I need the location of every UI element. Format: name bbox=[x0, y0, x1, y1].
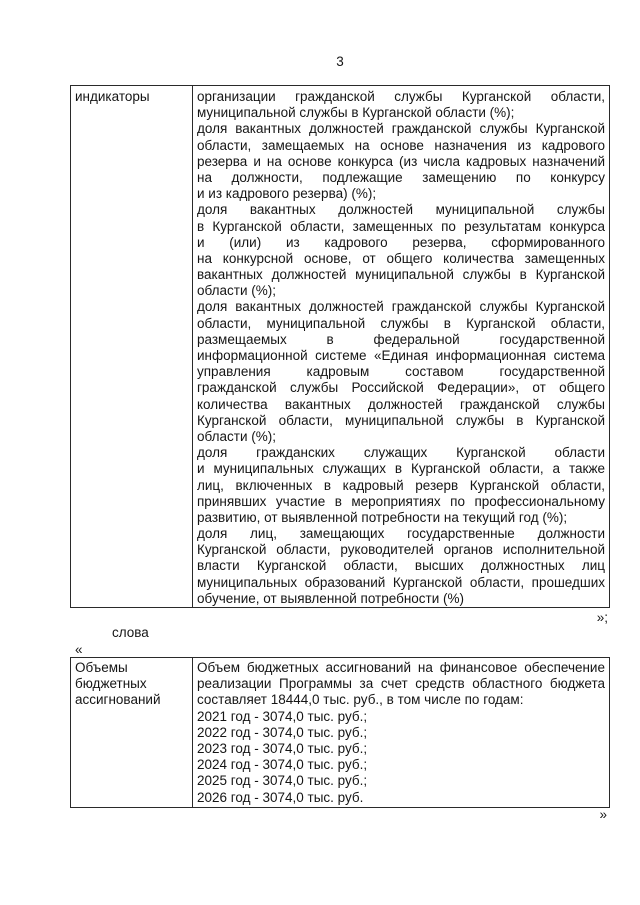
indicator-text-line: принявших участие в мероприятиях по профессиональному bbox=[197, 493, 605, 509]
budget-label-line: бюджетных bbox=[75, 676, 147, 692]
indicator-text-line: Курганской области, руководителей органов исполнительной bbox=[197, 542, 605, 558]
indicator-text-line: управления кадровым составом государственной bbox=[197, 364, 605, 380]
budget-year-line: 2023 год - 3074,0 тыс. руб.; bbox=[197, 740, 368, 756]
opening-quote: « bbox=[75, 642, 83, 657]
budget-year-line: 2026 год - 3074,0 тыс. руб. bbox=[197, 789, 364, 805]
indicator-text-line: размещаемых в федеральной государственной bbox=[197, 331, 605, 347]
budget-label-cell bbox=[71, 658, 193, 807]
closing-quote-semicolon: »; bbox=[596, 610, 608, 625]
budget-label-line: ассигнований bbox=[75, 692, 161, 708]
indicator-text-line: на должности, подлежащие замещению по конкурсу bbox=[197, 169, 605, 185]
indicator-text-line: и (или) из кадрового резерва, сформированного bbox=[197, 234, 605, 250]
indicator-text-line: доля лиц, замещающих государственные должности bbox=[197, 526, 605, 542]
indicator-text-line: информационной системе «Единая информационная система bbox=[197, 348, 605, 363]
indicator-text-line: Курганской области, муниципальной службы в Курганской bbox=[197, 412, 605, 428]
indicator-text-line: области, муниципальной службы в Курганской области, bbox=[197, 315, 605, 331]
word-slova: слова bbox=[112, 625, 149, 640]
budget-year-line: 2025 год - 3074,0 тыс. руб.; bbox=[197, 773, 368, 789]
indicator-text-line: области (%); bbox=[197, 283, 276, 299]
indicator-text-line: муниципальной службы в Курганской области (%); bbox=[197, 105, 515, 121]
indicator-text-line: муниципальных образований Курганской области, прошедших bbox=[197, 574, 605, 590]
budget-year-line: 2022 год - 3074,0 тыс. руб.; bbox=[197, 724, 368, 740]
budget-text-line: Объем бюджетных ассигнований на финансовое обеспечение bbox=[197, 660, 605, 675]
budget-text-cell bbox=[193, 658, 609, 807]
indicator-text-line: вакантных должностей муниципальной службы в Курганской bbox=[197, 267, 605, 283]
indicator-text-line: доля вакантных должностей муниципальной службы bbox=[197, 202, 605, 218]
indicator-text-line: доля вакантных должностей гражданской службы Курганской bbox=[197, 299, 605, 315]
indicator-text-line: и из кадрового резерва) (%); bbox=[197, 186, 377, 202]
indicator-text-line: власти Курганской области, высших должностных лиц bbox=[197, 558, 605, 574]
indicator-text-line: в Курганской области, замещенных по результатам конкурса bbox=[197, 218, 605, 234]
indicator-text-line: гражданской службы Российской Федерации», от общего bbox=[197, 380, 605, 396]
budget-text-line: реализации Программы за счет средств областного бюджета bbox=[197, 676, 605, 692]
indicator-text-line: доля вакантных должностей гражданской службы Курганской bbox=[197, 121, 605, 137]
indicator-text-line: резерва и на основе конкурса (из числа кадровых назначений bbox=[197, 153, 605, 169]
indicator-text-line: области, замещаемых на основе назначения из кадрового bbox=[197, 137, 605, 153]
indicator-text-line: организации гражданской службы Курганской области, bbox=[197, 89, 605, 104]
indicator-text-line: доля гражданских служащих Курганской области bbox=[197, 445, 605, 461]
budget-year-line: 2024 год - 3074,0 тыс. руб.; bbox=[197, 757, 368, 773]
closing-quote: » bbox=[599, 807, 607, 822]
indicator-text-line: на конкурсной основе, от общего количества замещенных bbox=[197, 250, 605, 266]
indicators-text-cell bbox=[193, 86, 609, 607]
indicator-text-line: лиц, включенных в кадровый резерв Курганской области, bbox=[197, 477, 605, 493]
page-number: 3 bbox=[336, 54, 344, 69]
indicators-label-cell bbox=[71, 86, 193, 607]
budget-label-line: Объемы bbox=[75, 660, 128, 675]
budget-year-line: 2021 год - 3074,0 тыс. руб.; bbox=[197, 708, 368, 724]
indicators-label: индикаторы bbox=[75, 89, 150, 104]
budget-text-line: составляет 18444,0 тыс. руб., в том числе по годам: bbox=[197, 692, 524, 708]
indicator-text-line: количества вакантных должностей гражданской службы bbox=[197, 396, 605, 412]
indicator-text-line: обучение, от выявленной потребности (%) bbox=[197, 590, 465, 606]
indicator-text-line: и муниципальных служащих в Курганской области, а также bbox=[197, 461, 605, 477]
indicator-text-line: области (%); bbox=[197, 428, 276, 444]
indicator-text-line: развитию, от выявленной потребности на текущий год (%); bbox=[197, 509, 568, 525]
budget-table bbox=[70, 657, 610, 808]
indicators-table bbox=[70, 85, 610, 608]
